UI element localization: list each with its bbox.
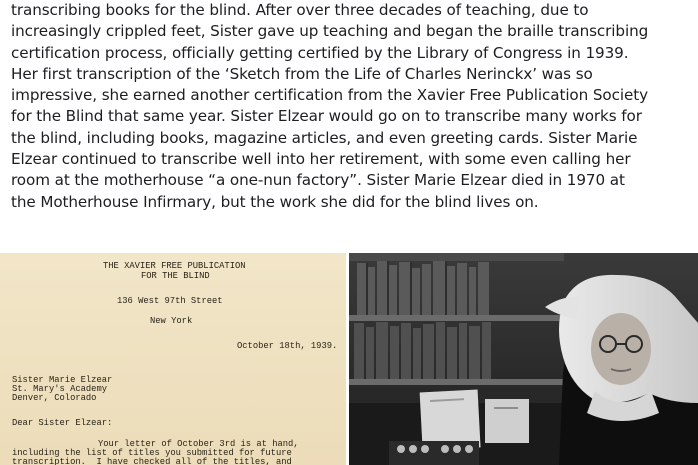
post-line: Elzear continued to transcribe well into her retirement, with some even calling her (11, 150, 631, 169)
post-body (11, 0, 695, 213)
photo-grid (0, 253, 698, 465)
letter-salutation: Dear Sister Elzear: (12, 418, 113, 428)
post-line: transcribing books for the blind. After over three decades of teaching, due to (11, 1, 589, 19)
letter-recipient-line3: Denver, Colorado (12, 393, 97, 403)
post-line: increasingly crippled feet, Sister gave up teaching and began the braille transcribing (11, 22, 649, 41)
letter-date: October 18th, 1939. (237, 341, 338, 351)
letter-recipient-line2: St. Mary's Academy (12, 384, 108, 394)
letter-address-line2: New York (150, 316, 193, 326)
sister-at-desk-image (349, 253, 698, 465)
letter-body-line: transcription. I have checked all of the titles, and (12, 457, 292, 465)
letter-body-line: including the list of titles you submitted for future (12, 448, 292, 458)
post-line: the blind, including books, magazine articles, and even greeting cards. Sister Marie (11, 128, 638, 147)
typed-letter (0, 253, 346, 465)
post-line: certification process, officially getting certified by the Library of Congress in 1939. (11, 43, 629, 62)
letter-photo[interactable] (0, 253, 346, 465)
letter-org-line2: FOR THE BLIND (141, 271, 210, 281)
letter-address-line1: 136 West 97th Street (117, 296, 223, 306)
post-line: room at the motherhouse “a one-nun factory”. Sister Marie Elzear died in 1970 at (11, 171, 625, 190)
letter-body-line: Your letter of October 3rd is at hand, (98, 439, 299, 449)
post-line: Her first transcription of the ‘Sketch from the Life of Charles Nerinckx’ was so (11, 64, 593, 83)
archive-photo-sister[interactable] (349, 253, 698, 465)
post-line: the Motherhouse Infirmary, but the work she did for the blind lives on. (11, 192, 539, 211)
post-line: impressive, she earned another certification from the Xavier Free Publication Society (11, 86, 648, 105)
post-line: for the Blind that same year. Sister Elzear would go on to transcribe many works for (11, 107, 642, 126)
letter-org-line1: THE XAVIER FREE PUBLICATION (103, 261, 246, 271)
letter-recipient-line1: Sister Marie Elzear (12, 375, 113, 385)
